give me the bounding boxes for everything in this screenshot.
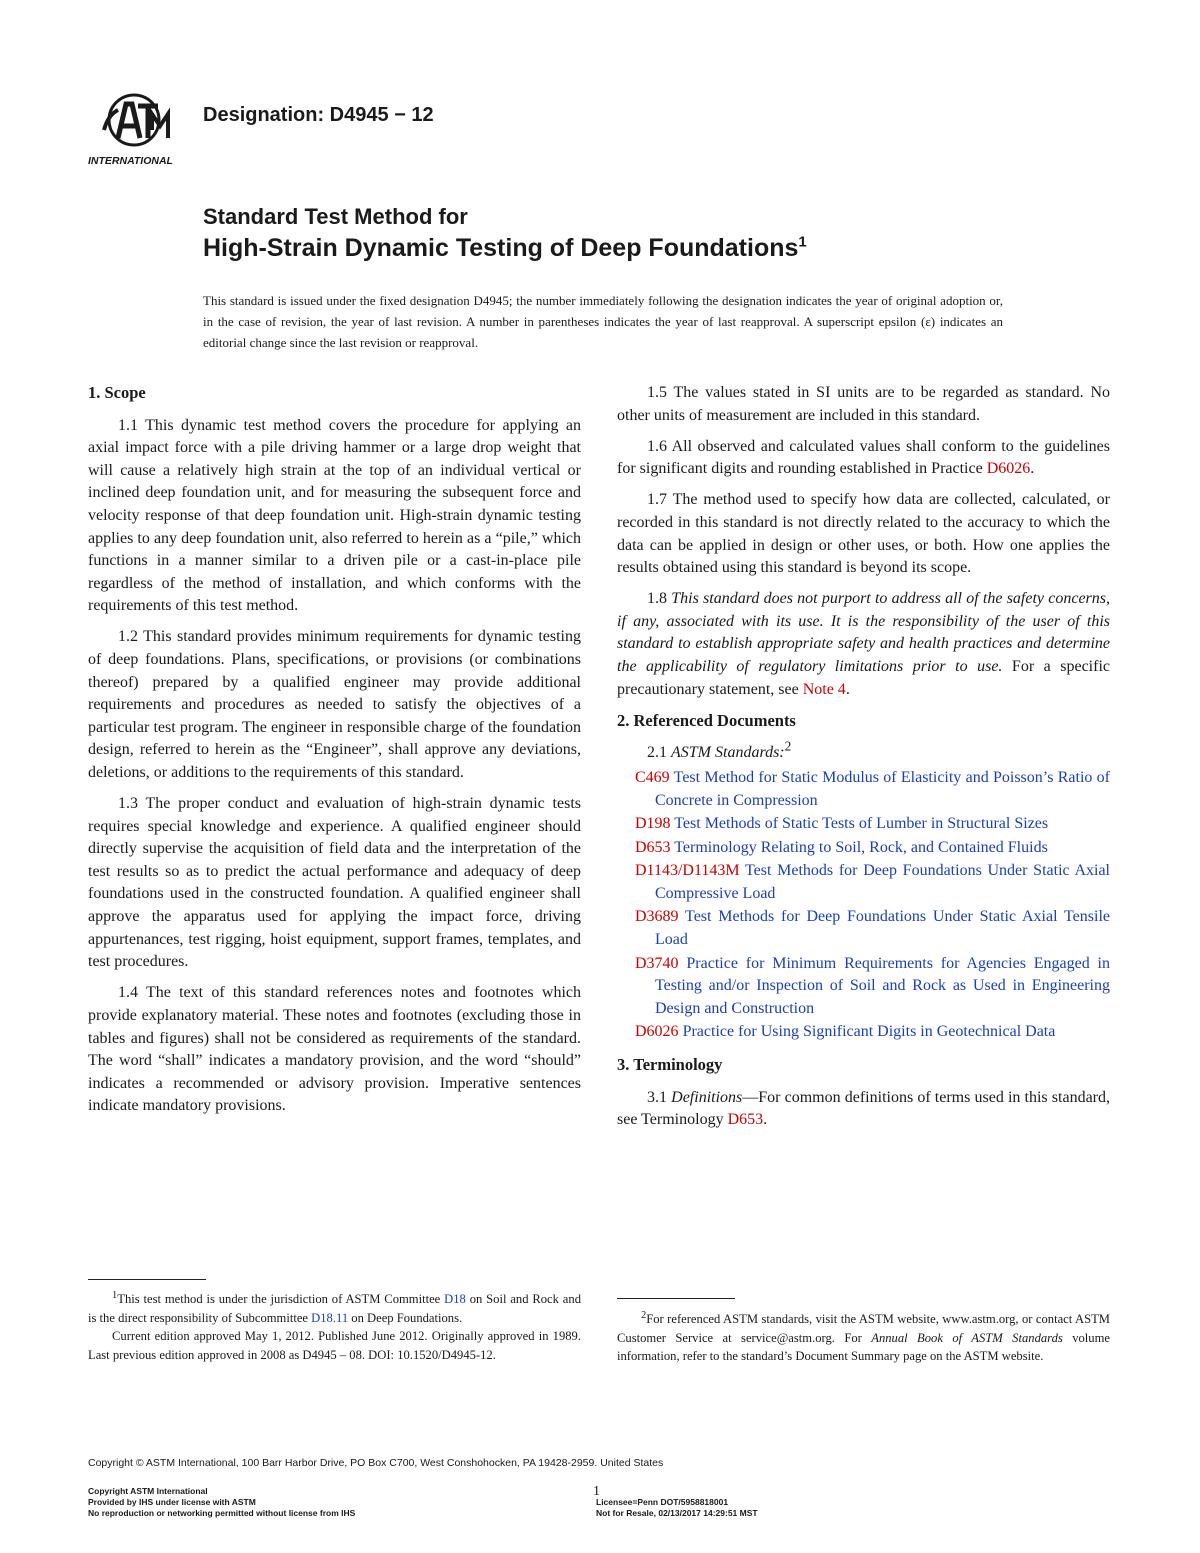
paragraph-1-3: 1.3 The proper conduct and evaluation of high-strain dynamic tests requires special knowledge and experience. A qualified engineer should directly supervise the acquisition of field data and the interpretation of the test results so as to predict the actual performance and adequacy of deep foundations used in the constructed foundation. A qualified engineer shall approve the apparatus used for applying the impact force, driving appurtenances, test rigging, hoist equipment, support frames, templates, and test procedures. — [88, 795, 581, 971]
designation: Designation: D4945 − 12 — [203, 104, 434, 126]
link-d18[interactable]: D18 — [444, 1292, 466, 1306]
reference-title[interactable]: Terminology Relating to Soil, Rock, and Contained Fluids — [670, 838, 1048, 856]
footnote-rule-right — [617, 1298, 735, 1299]
reference-code[interactable]: D653 — [635, 838, 671, 856]
p1-6-text: 1.6 All observed and calculated values shall conform to the guidelines for significant digits and rounding established in Practice — [617, 437, 1110, 478]
title-footnote-mark: 1 — [798, 233, 807, 251]
p3-1-text: —For common definitions of terms used in this standard, see Terminology — [617, 1088, 1110, 1129]
section-heading-terminology: 3. Terminology — [617, 1055, 723, 1075]
reference-title[interactable]: Test Methods for Deep Foundations Under Static Axial Tensile Load — [655, 908, 1110, 949]
license-right-line-1: Licensee=Penn DOT/5958818001 — [596, 1497, 729, 1507]
license-right-line-2: Not for Resale, 02/13/2017 14:29:51 MST — [596, 1508, 758, 1518]
p1-8-text: For a specific precautionary statement, see — [617, 658, 1111, 698]
p3-1-end: . — [763, 1111, 768, 1129]
paragraph-2-1 — [617, 738, 1110, 765]
logo-text: INTERNATIONAL — [88, 155, 173, 167]
title-line-2 — [203, 234, 807, 263]
section-heading-scope: 1. Scope — [88, 383, 146, 402]
p1-8-italic: This standard does not purport to address all of the safety concerns, if any, associated with its use. It is the responsibility of the user of this standard to establish appropriate safety and health practices and determine the applicability of regulatory limitations prior to use. — [617, 590, 1111, 676]
footnote-1-mark: 1 — [112, 1289, 118, 1301]
p2-1-footnote-mark: 2 — [784, 738, 792, 754]
reference-code[interactable]: D1143/D1143M — [635, 862, 740, 880]
footnote-rule-left — [88, 1279, 206, 1280]
paragraph-1-6 — [617, 436, 1110, 481]
footnote-1-para-1 — [88, 1290, 581, 1327]
p2-1-italic: ASTM Standards: — [671, 744, 785, 762]
p2-1-num: 2.1 — [647, 744, 671, 762]
reference-code[interactable]: D198 — [635, 815, 671, 833]
reference-item — [617, 837, 1110, 860]
footnote-2-text-b: volume information, refer to the standard’s Document Summary page on the ASTM website. — [617, 1330, 1110, 1363]
p3-1-italic: Definitions — [671, 1088, 743, 1106]
paragraph-1-5: 1.5 The values stated in SI units are to be regarded as standard. No other units of measurement are included in this standard. — [617, 384, 1110, 424]
footnote-1-text-b: on Soil and Rock and is the direct responsibility of Subcommittee — [88, 1292, 581, 1325]
reference-title[interactable]: Practice for Using Significant Digits in Geotechnical Data — [678, 1023, 1056, 1041]
footnote-2-text-a: For referenced ASTM standards, visit the ASTM website, www.astm.org, or contact ASTM Customer Service at service@astm.org. For — [617, 1312, 1110, 1345]
p3-1-num: 3.1 — [647, 1088, 672, 1106]
reference-code[interactable]: D6026 — [635, 1023, 679, 1041]
link-d18-11[interactable]: D18.11 — [311, 1310, 349, 1325]
astm-logo — [88, 90, 188, 170]
p1-8-end: . — [845, 680, 850, 698]
p1-6-end: . — [1030, 460, 1035, 478]
license-left — [88, 1486, 355, 1519]
reference-title[interactable]: Test Method for Static Modulus of Elasticity and Poisson’s Ratio of Concrete in Compression — [655, 768, 1110, 809]
footnote-2-italic: Annual Book of ASTM Standards — [871, 1330, 1063, 1345]
reference-item — [617, 860, 1110, 905]
page-number: 1 — [593, 1484, 600, 1499]
footnote-2-para — [617, 1310, 1110, 1366]
paragraph-1-7: 1.7 The method used to specify how data are collected, calculated, or recorded in this standard is not directly related to the accuracy to which the data can be applied in design or other uses, or both. How one applies the results obtained using this standard is beyond its scope. — [617, 491, 1110, 577]
license-left-line-3: No reproduction or networking permitted without license from IHS — [88, 1508, 356, 1518]
section-heading-referenced-documents: 2. Referenced Documents — [617, 710, 796, 730]
footnote-2 — [617, 1310, 1110, 1366]
paragraph-1-2: 1.2 This standard provides minimum requirements for dynamic testing of deep foundations. Plans, specifications, or provisions (or combinations thereof) prepared by a qualified engineer may provide additional requirements and procedures as needed to satisfy the objectives of a particular test program. The engineer in responsible charge of the foundation design, referred to herein as the “Engineer”, shall approve any deviations, deletions, or additions to the requirements of this standard. — [88, 628, 581, 781]
p1-8-num: 1.8 — [647, 590, 672, 608]
link-note-4[interactable]: Note 4 — [802, 680, 846, 698]
title-text: High-Strain Dynamic Testing of Deep Foundations — [203, 234, 799, 262]
reference-title[interactable]: Practice for Minimum Requirements for Agencies Engaged in Testing and/or Inspection of Soil and Rock as Used in Engineering Design and Construction — [655, 954, 1110, 1017]
reference-code[interactable]: C469 — [635, 768, 670, 786]
footnote-1-text-c: on Deep Foundations. — [348, 1310, 463, 1325]
link-d6026[interactable]: D6026 — [986, 460, 1031, 478]
reference-title[interactable]: Test Methods of Static Tests of Lumber in Structural Sizes — [670, 815, 1049, 833]
paragraph-1-4: 1.4 The text of this standard references notes and footnotes which provide explanatory material. These notes and footnotes (excluding those in tables and figures) shall not be considered as requirements of the standard. The word “shall” indicates a mandatory provision, and the word “should” indicates a recommended or advisory provision. Imperative sentences indicate mandatory provisions. — [88, 984, 581, 1115]
reference-code[interactable]: D3740 — [635, 954, 679, 972]
license-left-line-1: Copyright ASTM International — [88, 1486, 208, 1496]
paragraph-1-8 — [617, 588, 1110, 701]
title-line-1: Standard Test Method for — [203, 204, 468, 229]
reference-item — [617, 1021, 1110, 1044]
reference-code[interactable]: D3689 — [635, 908, 679, 926]
left-column — [88, 382, 581, 1126]
preface-note: This standard is issued under the fixed designation D4945; the number immediately following the designation indicates the year of original adoption or, in the case of revision, the year of last revision. A number in parentheses indicates the year of last reapproval. A superscript epsilon (ε) indicates an editorial change since the last revision or reapproval. — [203, 293, 1003, 350]
footnote-1 — [88, 1290, 581, 1364]
license-left-line-2: Provided by IHS under license with ASTM — [88, 1497, 256, 1507]
paragraph-3-1 — [617, 1087, 1110, 1132]
reference-item — [617, 813, 1110, 836]
reference-item — [617, 767, 1110, 812]
link-d653[interactable]: D653 — [727, 1111, 764, 1129]
footnote-2-mark: 2 — [641, 1309, 647, 1321]
reference-title[interactable]: Test Methods for Deep Foundations Under Static Axial Compressive Load — [655, 862, 1110, 902]
copyright-line: Copyright © ASTM International, 100 Barr Harbor Drive, PO Box C700, West Conshohocken, PA 19428-2959. United States — [88, 1457, 664, 1469]
right-column — [617, 382, 1110, 1140]
footnote-1-para-2: Current edition approved May 1, 2012. Published June 2012. Originally approved in 1989. Last previous edition approved in 2008 as D4945 – 08. DOI: 10.1520/D4945-12. — [88, 1329, 581, 1362]
reference-item — [617, 953, 1110, 1021]
license-right — [596, 1497, 758, 1519]
paragraph-1-1: 1.1 This dynamic test method covers the procedure for applying an axial impact force with a pile driving hammer or a large drop weight that will cause a relatively high strain at the top of an individual vertical or inclined deep foundation unit, and for measuring the subsequent force and velocity response of that deep foundation unit. High-strain dynamic testing applies to any deep foundation unit, also referred to herein as a “pile,” which functions in a manner similar to a driven pile or a cast-in-place pile regardless of the method of installation, and which conforms with the requirements of this test method. — [88, 416, 581, 615]
footnote-1-text-a: This test method is under the jurisdiction of ASTM Committee — [117, 1292, 445, 1306]
reference-item — [617, 906, 1110, 951]
